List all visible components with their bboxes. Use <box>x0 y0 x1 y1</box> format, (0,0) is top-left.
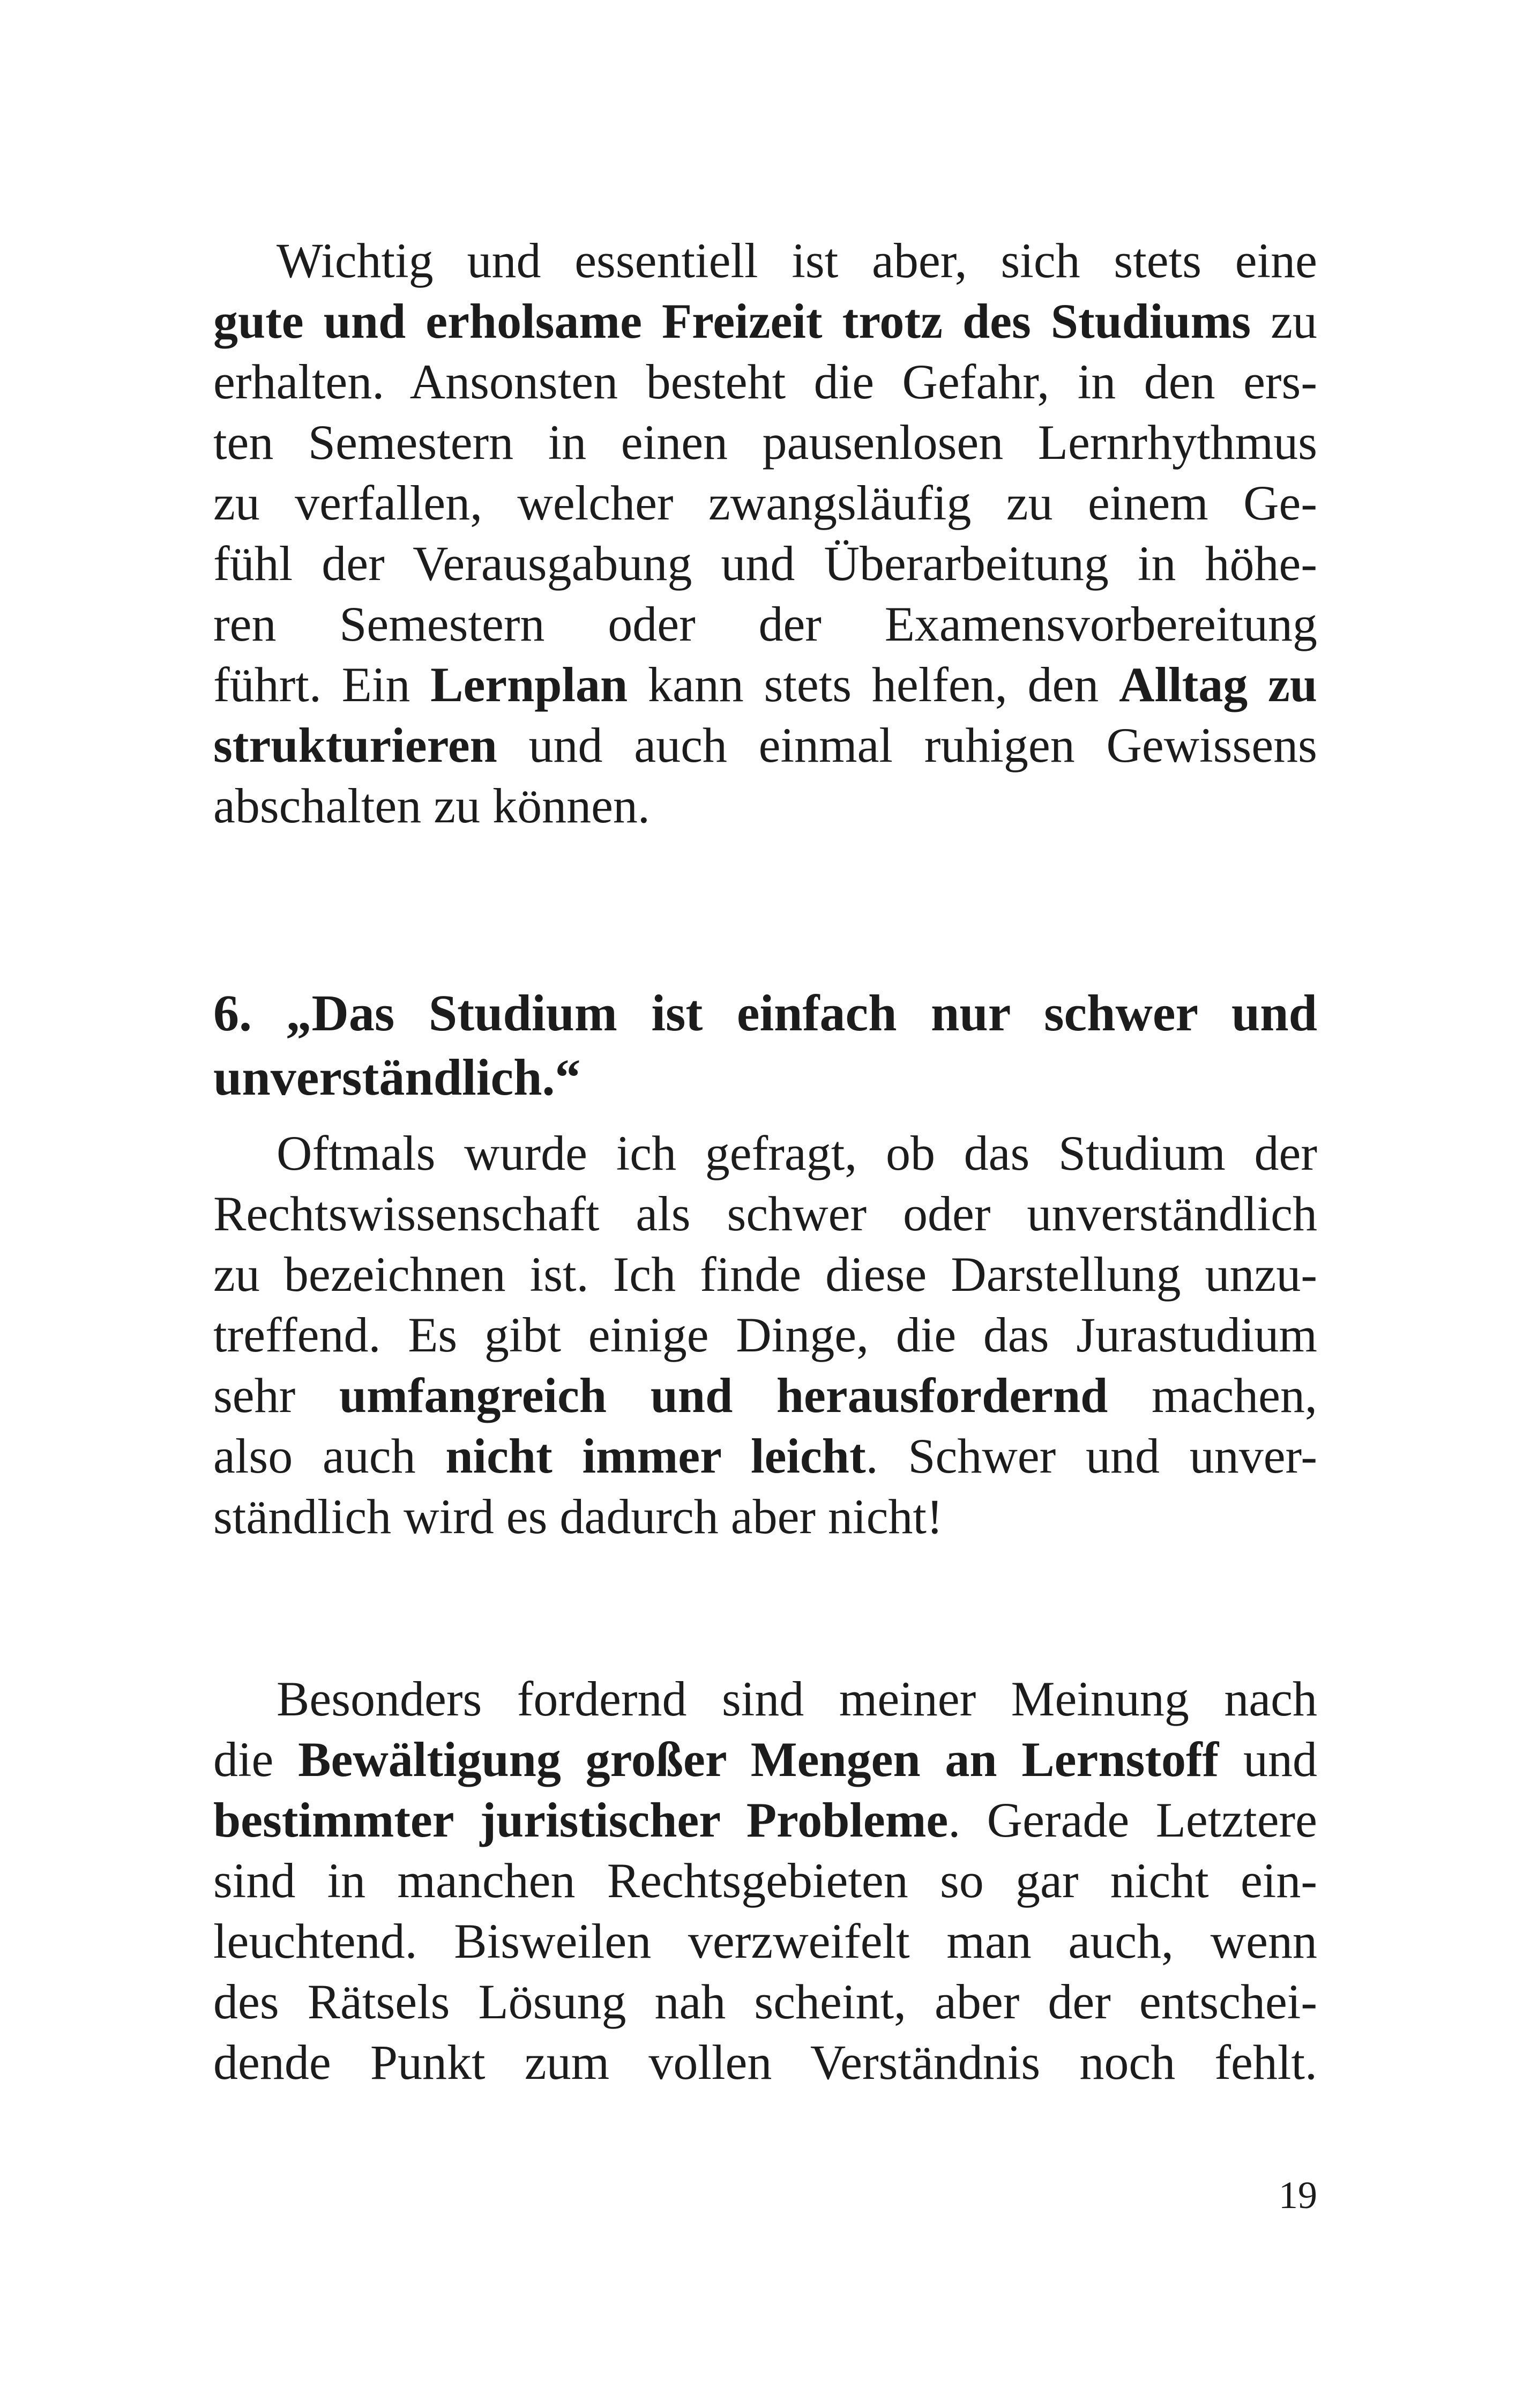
text-run: ten Semestern in einen pausenlosen Lernrhythmus <box>213 415 1317 470</box>
emphasis-text: Bewältigung großer Mengen an Lernstoff <box>298 1732 1219 1787</box>
text-run: zu bezeichnen ist. Ich finde diese Darstellung unzu- <box>213 1247 1317 1302</box>
section-heading <box>213 981 1317 1110</box>
text-run: treffend. Es gibt einige Dinge, die das Jurastudium <box>213 1307 1317 1362</box>
text-run: und auch einmal ruhigen Gewissens <box>497 718 1317 772</box>
text-run: kann stets helfen, den <box>628 657 1119 712</box>
text-run: zu verfallen, welcher zwangsläufig zu einem Ge- <box>213 475 1317 530</box>
text-run: . Gerade Letztere <box>948 1793 1318 1847</box>
emphasis-text: Lernplan <box>430 657 628 712</box>
text-run: erhalten. Ansonsten besteht die Gefahr, in den ers- <box>213 354 1317 409</box>
text-run: die <box>213 1732 298 1787</box>
text-run: sind in manchen Rechtsgebieten so gar nicht ein- <box>213 1853 1317 1908</box>
text-run: fühl der Verausgabung und Überarbeitung in höhe- <box>213 536 1317 591</box>
text-run: sehr <box>213 1368 339 1423</box>
text-run: leuchtend. Bisweilen verzweifelt man auch, wenn <box>213 1914 1317 1968</box>
text-run: zu <box>1251 294 1317 348</box>
heading-line: unverständlich.“ <box>213 1049 581 1106</box>
emphasis-text: Alltag zu <box>1119 657 1318 712</box>
text-run: ren Semestern oder der Examensvorbereitung <box>213 597 1317 651</box>
text-run: Besonders fordernd sind meiner Meinung nach <box>277 1671 1317 1726</box>
text-run: . Schwer und unver- <box>865 1429 1317 1483</box>
emphasis-text: gute und erholsame Freizeit trotz des Studiums <box>213 294 1251 348</box>
text-run: führt. Ein <box>213 657 431 712</box>
paragraph-leisure <box>213 231 1317 836</box>
text-run: Wichtig und essentiell ist aber, sich stets eine <box>277 233 1317 288</box>
emphasis-text: bestimmter juristischer Probleme <box>213 1793 949 1847</box>
text-run: machen, <box>1108 1368 1318 1423</box>
text-run: ständlich wird es dadurch aber nicht! <box>213 1489 943 1544</box>
text-run: dende Punkt zum vollen Verständnis noch fehlt. <box>213 2035 1317 2090</box>
emphasis-text: nicht immer leicht <box>445 1429 866 1483</box>
text-run: abschalten zu können. <box>213 778 650 833</box>
emphasis-text: strukturieren <box>213 718 497 772</box>
text-run: des Rätsels Lösung nah scheint, aber der entschei- <box>213 1974 1317 2029</box>
text-run: Rechtswissenschaft als schwer oder unverständlich <box>213 1186 1317 1241</box>
text-run: also auch <box>213 1429 446 1483</box>
text-run: Oftmals wurde ich gefragt, ob das Studium der <box>277 1126 1317 1180</box>
paragraph-difficulty <box>213 1123 1317 1547</box>
paragraph-challenges <box>213 1669 1317 2093</box>
page-number: 19 <box>1279 2174 1317 2217</box>
emphasis-text: umfangreich und herausfordernd <box>339 1368 1108 1423</box>
text-run: und <box>1219 1732 1318 1787</box>
heading-line: 6. „Das Studium ist einfach nur schwer und <box>213 984 1317 1042</box>
